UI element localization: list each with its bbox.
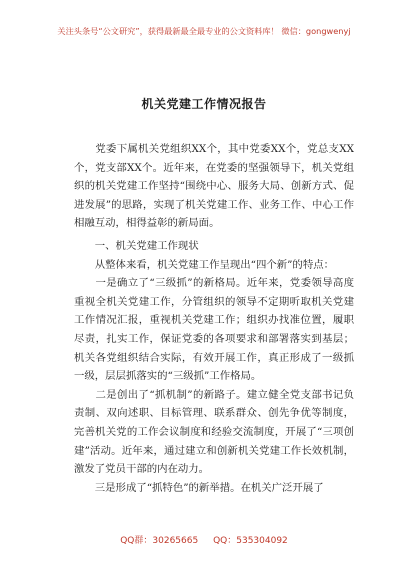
document-title: 机关党建工作情况报告	[141, 97, 267, 111]
footer-contact	[0, 533, 408, 546]
footer-qq-group: QQ群：30265665	[120, 536, 199, 546]
section-heading: 一、机关党建工作现状	[74, 239, 199, 252]
paragraph-overview: 从整体来看，机关党建工作呈现出“四个新”的特点：	[74, 258, 334, 271]
footer-qq: QQ：535304092	[213, 536, 288, 546]
header-banner: 关注头条号“公文研究”，获得最新最全最专业的公文资料库！ 微信：gongwenyj	[57, 26, 351, 36]
paragraph-point-three: 三是形成了“抓特色”的新举措。在机关广泛开展了	[74, 481, 324, 494]
document-body	[74, 140, 354, 497]
paragraph-point-two: 二是创出了“抓机制”的新路子。建立健全党支部书记负责制、双向述职、目标管理、联系群众、创先争优等制度，完善机关党的工作会议制度和经验交流制度，开展了“三项创建”活动。近年来，通过建立和创新机关党建工作长效机制，激发了党员干部的内在动力。	[74, 388, 354, 476]
paragraph-point-one: 一是确立了“三级抓”的新格局。近年来，党委领导高度重视全机关党建工作，分管组织的领导不定期听取机关党建工作情况汇报，重视机关党建工作；组织办找准位置，履职尽责，扎实工作，保证党委的各项要求和部署落实到基层；机关各党组织结合实际，有效开展工作，真正形成了一级抓一级，层层抓落实的“三级抓”工作格局。	[74, 277, 354, 383]
paragraph-intro: 党委下属机关党组织XX个，其中党委XX个，党总支XX个，党支部XX个。近年来，在党委的坚强领导下，机关党组织的机关党建工作坚持“围绕中心、服务大局、创新方式、促进发展”的思路，实现了机关党建工作、业务工作、中心工作相融互动，相得益彰的新局面。	[74, 143, 354, 230]
